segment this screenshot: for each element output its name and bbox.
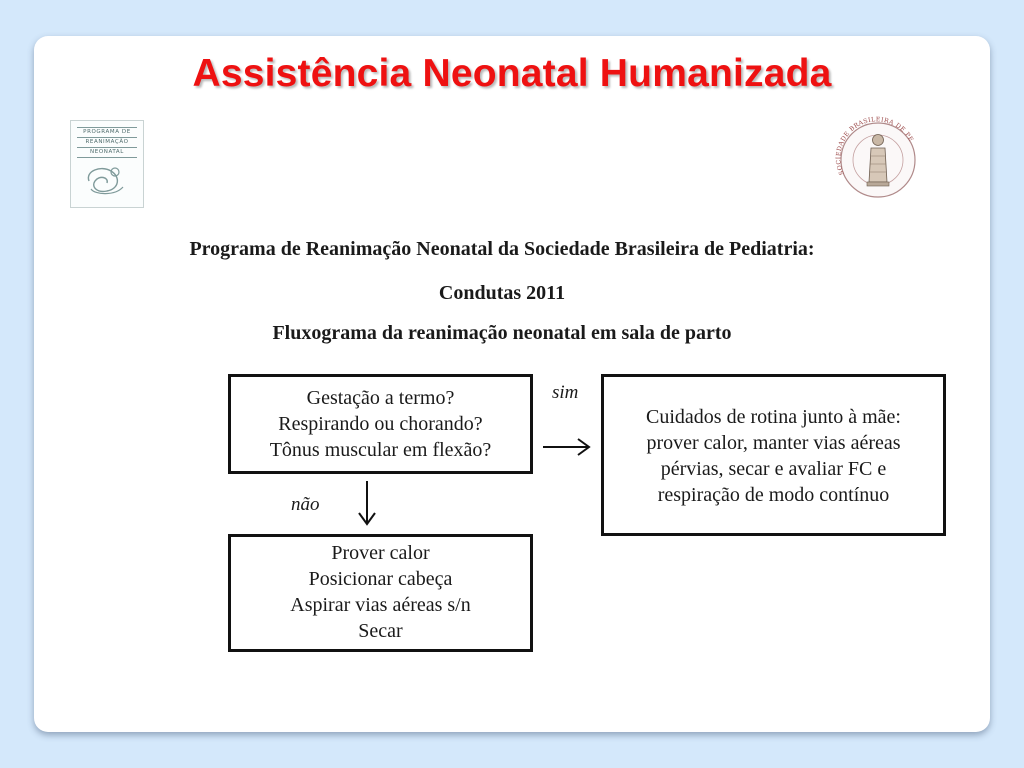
heading-condutas: Condutas 2011 [438, 282, 566, 304]
heading-fluxograma: Fluxograma da reanimação neonatal em sala de parto [272, 322, 732, 344]
routine-line: respiração de modo contínuo [657, 484, 890, 506]
logo-text-line1: PROGRAMA DE [83, 129, 131, 135]
initial-steps-box [228, 534, 533, 652]
step-line: Posicionar cabeça [308, 568, 453, 590]
logo-rule [77, 147, 137, 148]
routine-line: pérvias, secar e avaliar FC e [660, 458, 887, 480]
routine-care-box [601, 374, 946, 536]
prn-logo [70, 120, 144, 208]
logo-rule [77, 137, 137, 138]
arrow-right-icon [540, 436, 594, 458]
slide-title: Assistência Neonatal Humanizada [192, 52, 832, 95]
step-line: Secar [358, 620, 403, 642]
question-line: Respirando ou chorando? [278, 413, 483, 435]
routine-line: prover calor, manter vias aéreas [646, 432, 901, 454]
logo-text-line3: NEONATAL [90, 149, 124, 155]
no-label: não [291, 494, 320, 515]
question-line: Gestação a termo? [306, 387, 455, 409]
yes-label: sim [552, 382, 579, 403]
baby-icon [71, 159, 141, 199]
logo-rule [77, 157, 137, 158]
logo-text-line2: REANIMAÇÃO [85, 139, 129, 145]
heading-program: Programa de Reanimação Neonatal da Sociedade Brasileira de Pediatria: [189, 238, 815, 260]
logo-rule [77, 127, 137, 128]
sbp-seal [830, 112, 926, 208]
routine-line: Cuidados de rotina junto à mãe: [646, 406, 901, 428]
question-line: Tônus muscular em flexão? [269, 439, 492, 461]
step-line: Prover calor [331, 542, 430, 564]
question-box [228, 374, 533, 474]
svg-text:SOCIEDADE BRASILEIRA DE PEDIAT: SOCIEDADE BRASILEIRA DE PE [835, 116, 915, 176]
arrow-down-icon [354, 478, 380, 528]
step-line: Aspirar vias aéreas s/n [290, 594, 471, 616]
sbp-seal-logo [830, 112, 926, 208]
